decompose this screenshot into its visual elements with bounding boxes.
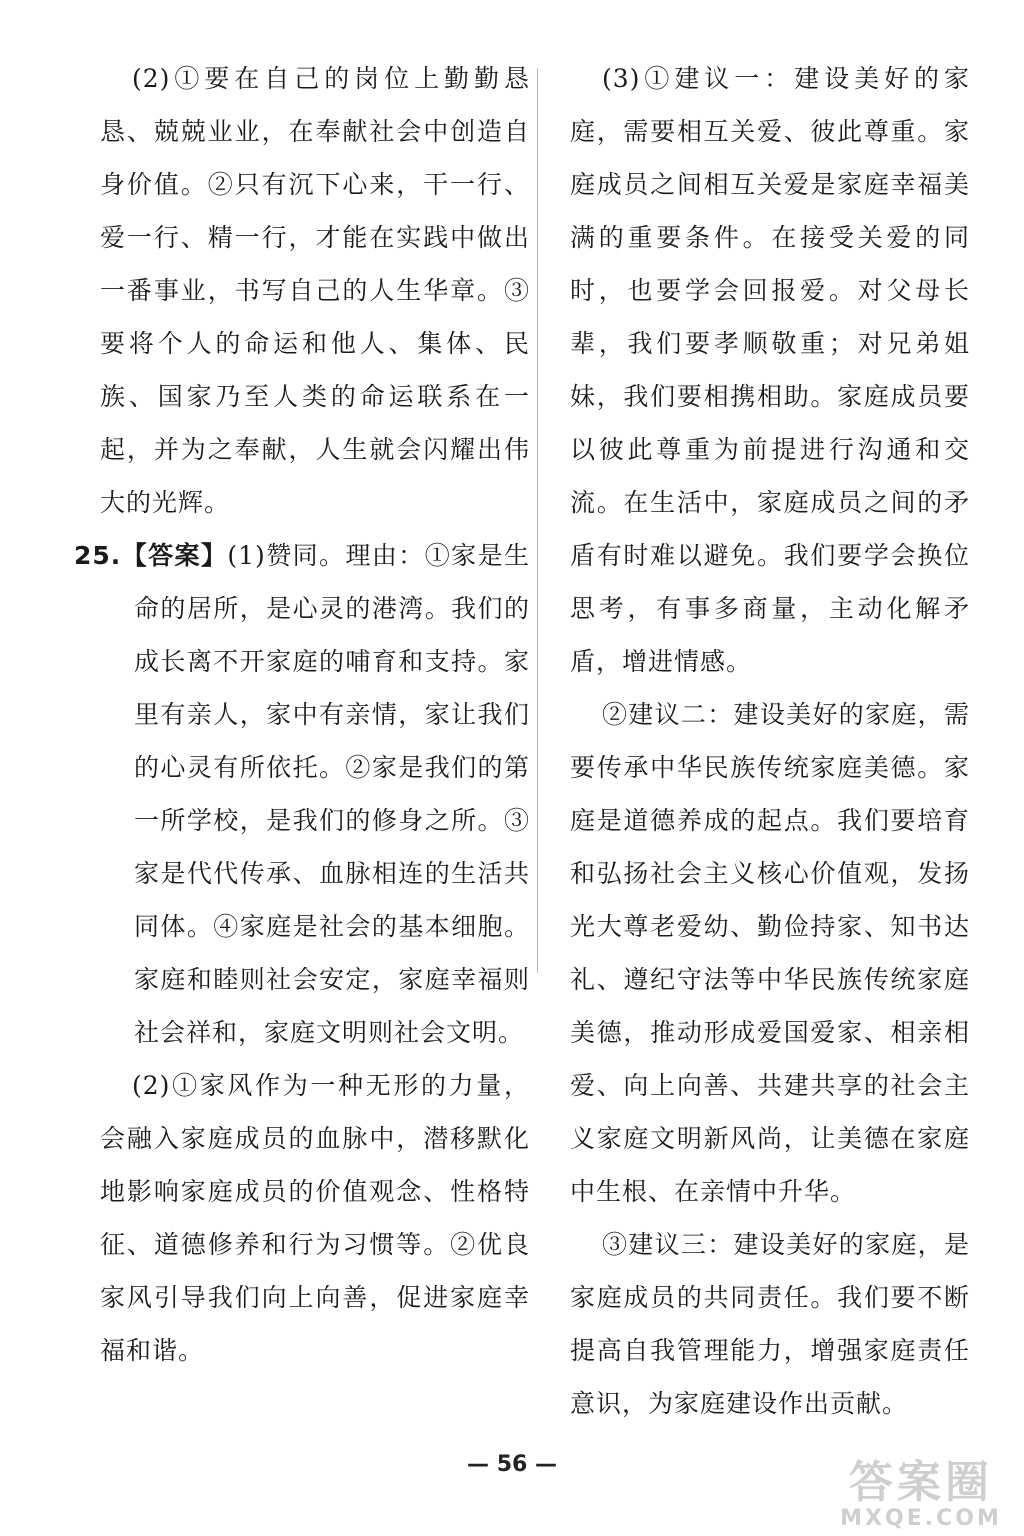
watermark-text-cn: 答案圈 [849, 1457, 993, 1508]
answer-tag: 【答案】 [121, 541, 228, 570]
right-column [570, 52, 970, 1430]
answer-25-part3-suggestion1: (3)①建议一：建设美好的家庭，需要相互关爱、彼此尊重。家庭成员之间相互关爱是家庭幸福美满的重要条件。在接受关爱的同时，也要学会回报爱。对父母长辈，我们要孝顺敬重；对兄弟姐妹，我们要相携相助。家庭成员要以彼此尊重为前提进行沟通和交流。在生活中，家庭成员之间的矛盾有时难以避免。我们要学会换位思考，有事多商量，主动化解矛盾，增进情感。 [570, 64, 970, 676]
answer-25-part2-paragraph: (2)①家风作为一种无形的力量，会融入家庭成员的血脉中，潜移默化地影响家庭成员的价值观念、性格特征、道德修养和行为习惯等。②优良家风引导我们向上向善，促进家庭幸福和谐。 [100, 1071, 530, 1365]
answer-24-part2-paragraph: (2)①要在自己的岗位上勤勤恳恳、兢兢业业，在奉献社会中创造自身价值。②只有沉下心来，干一行、爱一行、精一行，才能在实践中做出一番事业，书写自己的人生华章。③要将个人的命运和他人、集体、民族、国家乃至人类的命运联系在一起，并为之奉献，人生就会闪耀出伟大的光辉。 [100, 64, 530, 517]
answer-25-part3-suggestion2: ②建议二：建设美好的家庭，需要传承中华民族传统家庭美德。家庭是道德养成的起点。我们要培育和弘扬社会主义核心价值观，发扬光大尊老爱幼、勤俭持家、知书达礼、遵纪守法等中华民族传统家庭美德，推动形成爱国爱家、相亲相爱、向上向善、共建共享的社会主义家庭文明新风尚，让美德在家庭中生根、在亲情中升华。 [570, 700, 970, 1206]
left-column [74, 52, 530, 1377]
answer-25-part3-suggestion3: ③建议三：建设美好的家庭，是家庭成员的共同责任。我们要不断提高自我管理能力，增强家庭责任意识，为家庭建设作出贡献。 [570, 1230, 970, 1418]
page-number: — 56 — [467, 1452, 557, 1477]
question-number: 25. [74, 541, 122, 570]
answer-25-part1-text: (1)赞同。理由：①家是生命的居所，是心灵的港湾。我们的成长离不开家庭的哺育和支持。家里有亲人，家中有亲情，家让我们的心灵有所依托。②家是我们的第一所学校，是我们的修身之所。③家是代代传承、血脉相连的生活共同体。④家庭是社会的基本细胞。家庭和睦则社会安定，家庭幸福则社会祥和，家庭文明则社会文明。 [134, 541, 530, 1047]
watermark-logo [826, 1446, 1016, 1530]
watermark-text-en: MXQE.COM [840, 1506, 1002, 1531]
answer-25-part1-paragraph [74, 529, 530, 1059]
column-divider [537, 68, 538, 973]
